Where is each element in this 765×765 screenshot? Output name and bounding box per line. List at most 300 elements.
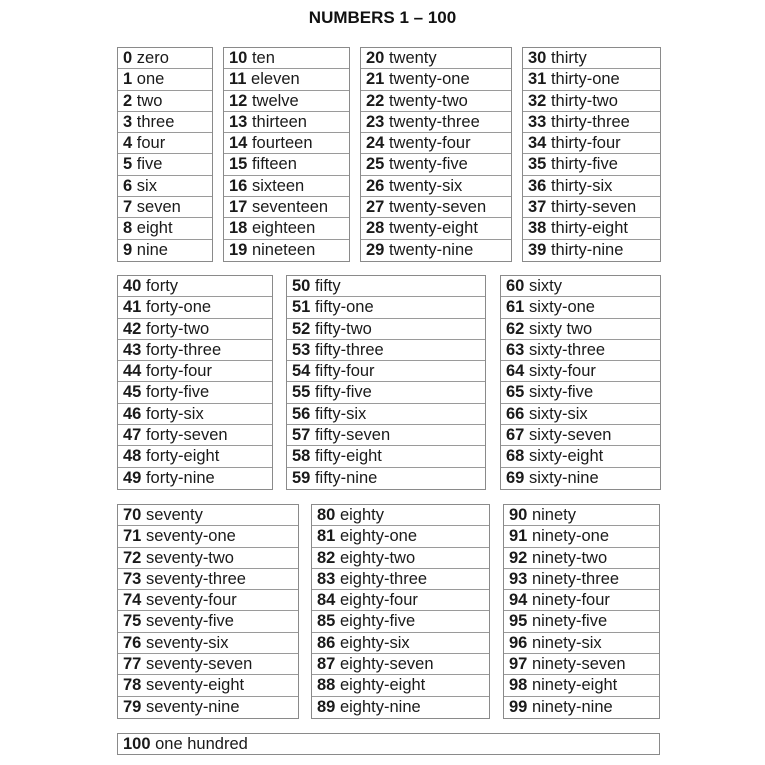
number-word: fifty-eight [314, 447, 382, 466]
number-digit: 55 [292, 383, 311, 402]
number-row [501, 319, 660, 340]
number-word: fifty [314, 277, 341, 295]
number-digit: 47 [123, 426, 142, 445]
number-word: ninety-two [531, 548, 608, 567]
number-word: eighty-eight [339, 676, 426, 695]
number-digit: 98 [509, 676, 528, 695]
number-row [312, 633, 489, 654]
number-digit: 86 [317, 633, 336, 652]
number-digit: 72 [123, 548, 142, 567]
number-word: seventy [145, 506, 203, 524]
number-row [504, 675, 659, 696]
number-digit: 75 [123, 612, 142, 631]
number-digit: 36 [528, 176, 547, 195]
number-digit: 84 [317, 591, 336, 610]
number-row [312, 526, 489, 547]
number-row [287, 276, 485, 297]
number-word: forty-eight [145, 447, 220, 466]
number-word: sixteen [251, 176, 305, 195]
number-word: six [136, 176, 157, 195]
number-row [118, 297, 272, 318]
number-digit: 73 [123, 569, 142, 588]
number-digit: 38 [528, 219, 547, 238]
number-word: three [136, 112, 175, 131]
number-row [312, 611, 489, 632]
number-digit: 22 [366, 91, 385, 110]
number-word: forty-seven [145, 426, 228, 445]
number-row [118, 611, 298, 632]
number-word: nine [136, 240, 168, 259]
hundred-row [117, 733, 660, 755]
number-row [312, 654, 489, 675]
number-digit: 23 [366, 112, 385, 131]
number-row [224, 48, 349, 69]
number-row [312, 548, 489, 569]
number-row [501, 297, 660, 318]
number-digit: 45 [123, 383, 142, 402]
number-row [118, 112, 212, 133]
number-word: eighty-five [339, 612, 416, 631]
number-row [118, 425, 272, 446]
number-word: seventy-seven [145, 655, 253, 674]
number-word: fifty-five [314, 383, 372, 402]
number-digit: 35 [528, 155, 547, 174]
number-row [504, 590, 659, 611]
number-digit: 5 [123, 155, 133, 174]
number-row [287, 425, 485, 446]
number-word: ninety-nine [531, 697, 613, 716]
number-digit: 4 [123, 134, 133, 153]
number-digit: 94 [509, 591, 528, 610]
number-row [501, 361, 660, 382]
number-word: ninety [531, 506, 576, 524]
number-row [361, 112, 511, 133]
number-word: seventy-one [145, 527, 236, 546]
number-digit: 33 [528, 112, 547, 131]
number-row [312, 697, 489, 718]
number-word: eighty-two [339, 548, 416, 567]
number-digit: 50 [292, 277, 311, 295]
number-word: eighty [339, 506, 384, 524]
number-digit: 30 [528, 49, 547, 67]
number-row [118, 382, 272, 403]
number-digit: 49 [123, 468, 142, 487]
number-row [312, 569, 489, 590]
number-row [523, 133, 660, 154]
number-digit: 2 [123, 91, 133, 110]
number-word: twenty-four [388, 134, 471, 153]
number-word: twenty-eight [388, 219, 478, 238]
number-row [361, 133, 511, 154]
number-word: eighty-one [339, 527, 418, 546]
number-word: thirty-four [550, 134, 621, 153]
number-row [118, 176, 212, 197]
number-table [286, 275, 486, 490]
number-table [522, 47, 661, 262]
number-word: twenty-three [388, 112, 480, 131]
number-row [287, 468, 485, 489]
number-row [361, 154, 511, 175]
number-row [118, 697, 298, 718]
number-word: thirty-eight [550, 219, 628, 238]
number-word: thirty-nine [550, 240, 624, 259]
number-table [117, 504, 299, 719]
number-digit: 67 [506, 426, 525, 445]
number-row [501, 340, 660, 361]
number-word: twenty-seven [388, 198, 487, 217]
number-row [523, 91, 660, 112]
number-word: nineteen [251, 240, 316, 259]
number-row [118, 133, 212, 154]
number-row [501, 382, 660, 403]
number-word: sixty-three [528, 340, 606, 359]
number-table [117, 275, 273, 490]
number-row [287, 297, 485, 318]
number-row [118, 569, 298, 590]
number-digit: 88 [317, 676, 336, 695]
number-digit: 83 [317, 569, 336, 588]
number-row [224, 133, 349, 154]
number-row [501, 468, 660, 489]
number-digit: 65 [506, 383, 525, 402]
number-word: ninety-eight [531, 676, 618, 695]
number-word: sixty-eight [528, 447, 604, 466]
number-word: forty [145, 277, 179, 295]
number-digit: 31 [528, 70, 547, 89]
number-digit: 41 [123, 298, 142, 317]
number-digit: 18 [229, 219, 248, 238]
number-digit: 79 [123, 697, 142, 716]
number-word: fifteen [251, 155, 297, 174]
number-word: forty-six [145, 404, 204, 423]
number-word: sixty-one [528, 298, 595, 317]
number-digit: 37 [528, 198, 547, 217]
number-word: twenty [388, 49, 437, 67]
number-word: one [136, 70, 165, 89]
number-digit: 58 [292, 447, 311, 466]
number-row [224, 176, 349, 197]
number-word: forty-four [145, 362, 212, 381]
number-row [501, 404, 660, 425]
number-digit: 13 [229, 112, 248, 131]
number-word: forty-two [145, 319, 210, 338]
number-word: thirty-five [550, 155, 618, 174]
number-word: twenty-one [388, 70, 470, 89]
number-word: ninety-six [531, 633, 602, 652]
number-digit: 61 [506, 298, 525, 317]
number-digit: 56 [292, 404, 311, 423]
number-digit: 74 [123, 591, 142, 610]
number-row [224, 197, 349, 218]
number-row [501, 425, 660, 446]
number-digit: 24 [366, 134, 385, 153]
number-digit: 14 [229, 134, 248, 153]
number-digit: 96 [509, 633, 528, 652]
number-digit: 17 [229, 198, 248, 217]
number-digit: 7 [123, 198, 133, 217]
number-word: fourteen [251, 134, 313, 153]
number-row [361, 240, 511, 261]
number-word: ten [251, 49, 275, 67]
number-digit: 12 [229, 91, 248, 110]
number-row [523, 154, 660, 175]
number-digit: 68 [506, 447, 525, 466]
number-row [361, 218, 511, 239]
number-digit: 6 [123, 176, 133, 195]
number-row [118, 590, 298, 611]
number-digit: 9 [123, 240, 133, 259]
number-word: seventy-six [145, 633, 229, 652]
number-word: sixty-six [528, 404, 588, 423]
number-row [523, 218, 660, 239]
number-row [361, 69, 511, 90]
number-row [523, 69, 660, 90]
number-table [117, 47, 213, 262]
number-digit: 82 [317, 548, 336, 567]
number-row [504, 569, 659, 590]
number-word: fifty-three [314, 340, 384, 359]
number-row [118, 48, 212, 69]
number-word: eighteen [251, 219, 316, 238]
number-digit: 1 [123, 70, 133, 89]
number-row [224, 91, 349, 112]
number-word: thirteen [251, 112, 307, 131]
number-digit: 19 [229, 240, 248, 259]
number-row [118, 526, 298, 547]
number-word: eighty-six [339, 633, 410, 652]
number-word: four [136, 134, 166, 153]
number-word: thirty-six [550, 176, 613, 195]
number-row [312, 675, 489, 696]
number-digit: 11 [229, 70, 247, 89]
number-word: forty-five [145, 383, 210, 402]
number-digit: 10 [229, 49, 248, 67]
number-word: eighty-nine [339, 697, 421, 716]
number-word: sixty-nine [528, 468, 599, 487]
number-digit: 71 [123, 527, 142, 546]
number-digit: 29 [366, 240, 385, 259]
number-row [523, 112, 660, 133]
number-row [504, 654, 659, 675]
number-word: sixty-five [528, 383, 594, 402]
number-digit: 95 [509, 612, 528, 631]
number-digit: 97 [509, 655, 528, 674]
number-row [118, 468, 272, 489]
number-row [504, 526, 659, 547]
number-word: sixty two [528, 319, 593, 338]
number-digit: 54 [292, 362, 311, 381]
number-word: fifty-six [314, 404, 367, 423]
number-row [118, 276, 272, 297]
number-digit: 42 [123, 319, 142, 338]
number-word: fifty-seven [314, 426, 391, 445]
number-table [223, 47, 350, 262]
number-digit: 21 [366, 70, 385, 89]
number-word: forty-three [145, 340, 222, 359]
number-row [118, 633, 298, 654]
number-digit: 34 [528, 134, 547, 153]
number-row [118, 446, 272, 467]
number-digit: 93 [509, 569, 528, 588]
number-digit: 69 [506, 468, 525, 487]
number-word: twelve [251, 91, 299, 110]
number-word: seventy-eight [145, 676, 245, 695]
number-word: sixty [528, 277, 562, 295]
number-row [118, 240, 212, 261]
number-word: thirty-three [550, 112, 630, 131]
number-word: seventy-four [145, 591, 237, 610]
number-word: eighty-three [339, 569, 428, 588]
number-word: twenty-five [388, 155, 468, 174]
number-row [118, 91, 212, 112]
number-word: fifty-nine [314, 468, 378, 487]
number-word: eleven [251, 70, 300, 89]
number-row [287, 404, 485, 425]
number-digit: 92 [509, 548, 528, 567]
number-word: two [136, 91, 163, 110]
number-digit: 16 [229, 176, 248, 195]
number-digit: 60 [506, 277, 525, 295]
number-row [118, 654, 298, 675]
number-row [287, 361, 485, 382]
number-row [118, 505, 298, 526]
number-word: sixty-seven [528, 426, 612, 445]
number-digit: 43 [123, 340, 142, 359]
number-row [504, 697, 659, 718]
number-word: twenty-six [388, 176, 463, 195]
number-digit: 66 [506, 404, 525, 423]
number-digit: 26 [366, 176, 385, 195]
number-row [287, 446, 485, 467]
number-word: thirty-seven [550, 198, 637, 217]
number-digit: 15 [229, 155, 248, 174]
number-word: twenty-nine [388, 240, 474, 259]
number-row [361, 197, 511, 218]
number-table [500, 275, 661, 490]
number-row [312, 590, 489, 611]
number-word: seven [136, 198, 181, 217]
number-row [504, 633, 659, 654]
number-digit: 64 [506, 362, 525, 381]
number-row [118, 361, 272, 382]
number-row [118, 404, 272, 425]
number-digit: 77 [123, 655, 142, 674]
number-digit: 3 [123, 112, 133, 131]
number-row [118, 319, 272, 340]
number-digit: 90 [509, 506, 528, 524]
number-row [224, 218, 349, 239]
number-word: forty-one [145, 298, 212, 317]
number-word: eight [136, 219, 173, 238]
number-row [501, 446, 660, 467]
number-table [503, 504, 660, 719]
number-row [523, 176, 660, 197]
number-digit: 57 [292, 426, 311, 445]
number-word: thirty [550, 49, 587, 67]
number-row [361, 91, 511, 112]
number-digit: 53 [292, 340, 311, 359]
number-row [523, 240, 660, 261]
number-digit: 20 [366, 49, 385, 67]
number-row [361, 48, 511, 69]
number-digit: 28 [366, 219, 385, 238]
number-digit: 52 [292, 319, 311, 338]
number-digit: 70 [123, 506, 142, 524]
number-row [224, 240, 349, 261]
number-row [118, 548, 298, 569]
number-word: ninety-three [531, 569, 620, 588]
number-digit: 25 [366, 155, 385, 174]
number-word: ninety-five [531, 612, 608, 631]
number-row [224, 154, 349, 175]
number-row [523, 48, 660, 69]
number-digit: 27 [366, 198, 385, 217]
number-digit: 62 [506, 319, 525, 338]
number-digit: 32 [528, 91, 547, 110]
number-digit: 76 [123, 633, 142, 652]
number-word: one hundred [155, 735, 248, 753]
number-row [118, 154, 212, 175]
number-word: seventy-nine [145, 697, 240, 716]
number-word: seventy-two [145, 548, 234, 567]
number-row [523, 197, 660, 218]
number-row [504, 548, 659, 569]
number-row [287, 382, 485, 403]
number-row [504, 505, 659, 526]
number-word: seventeen [251, 198, 329, 217]
number-digit: 59 [292, 468, 311, 487]
number-row [287, 319, 485, 340]
number-table [360, 47, 512, 262]
number-row [504, 611, 659, 632]
number-word: sixty-four [528, 362, 596, 381]
number-word: ninety-four [531, 591, 610, 610]
number-digit: 46 [123, 404, 142, 423]
number-row [118, 675, 298, 696]
number-row [118, 69, 212, 90]
number-digit: 0 [123, 49, 133, 67]
number-digit: 100 [123, 735, 151, 753]
number-word: fifty-four [314, 362, 375, 381]
number-word: twenty-two [388, 91, 468, 110]
number-row [501, 276, 660, 297]
number-digit: 85 [317, 612, 336, 631]
number-row [287, 340, 485, 361]
number-digit: 80 [317, 506, 336, 524]
number-row [224, 69, 349, 90]
number-digit: 39 [528, 240, 547, 259]
number-digit: 99 [509, 697, 528, 716]
number-digit: 8 [123, 219, 133, 238]
number-word: thirty-two [550, 91, 618, 110]
number-row [312, 505, 489, 526]
number-word: eighty-four [339, 591, 418, 610]
number-word: seventy-five [145, 612, 234, 631]
number-digit: 91 [509, 527, 528, 546]
number-digit: 40 [123, 277, 142, 295]
number-row [224, 112, 349, 133]
number-table [311, 504, 490, 719]
number-word: fifty-two [314, 319, 372, 338]
number-word: seventy-three [145, 569, 246, 588]
number-digit: 51 [292, 298, 311, 317]
number-row [118, 340, 272, 361]
number-word: ninety-one [531, 527, 610, 546]
number-digit: 48 [123, 447, 142, 466]
number-word: ninety-seven [531, 655, 626, 674]
number-row [118, 218, 212, 239]
number-word: fifty-one [314, 298, 374, 317]
